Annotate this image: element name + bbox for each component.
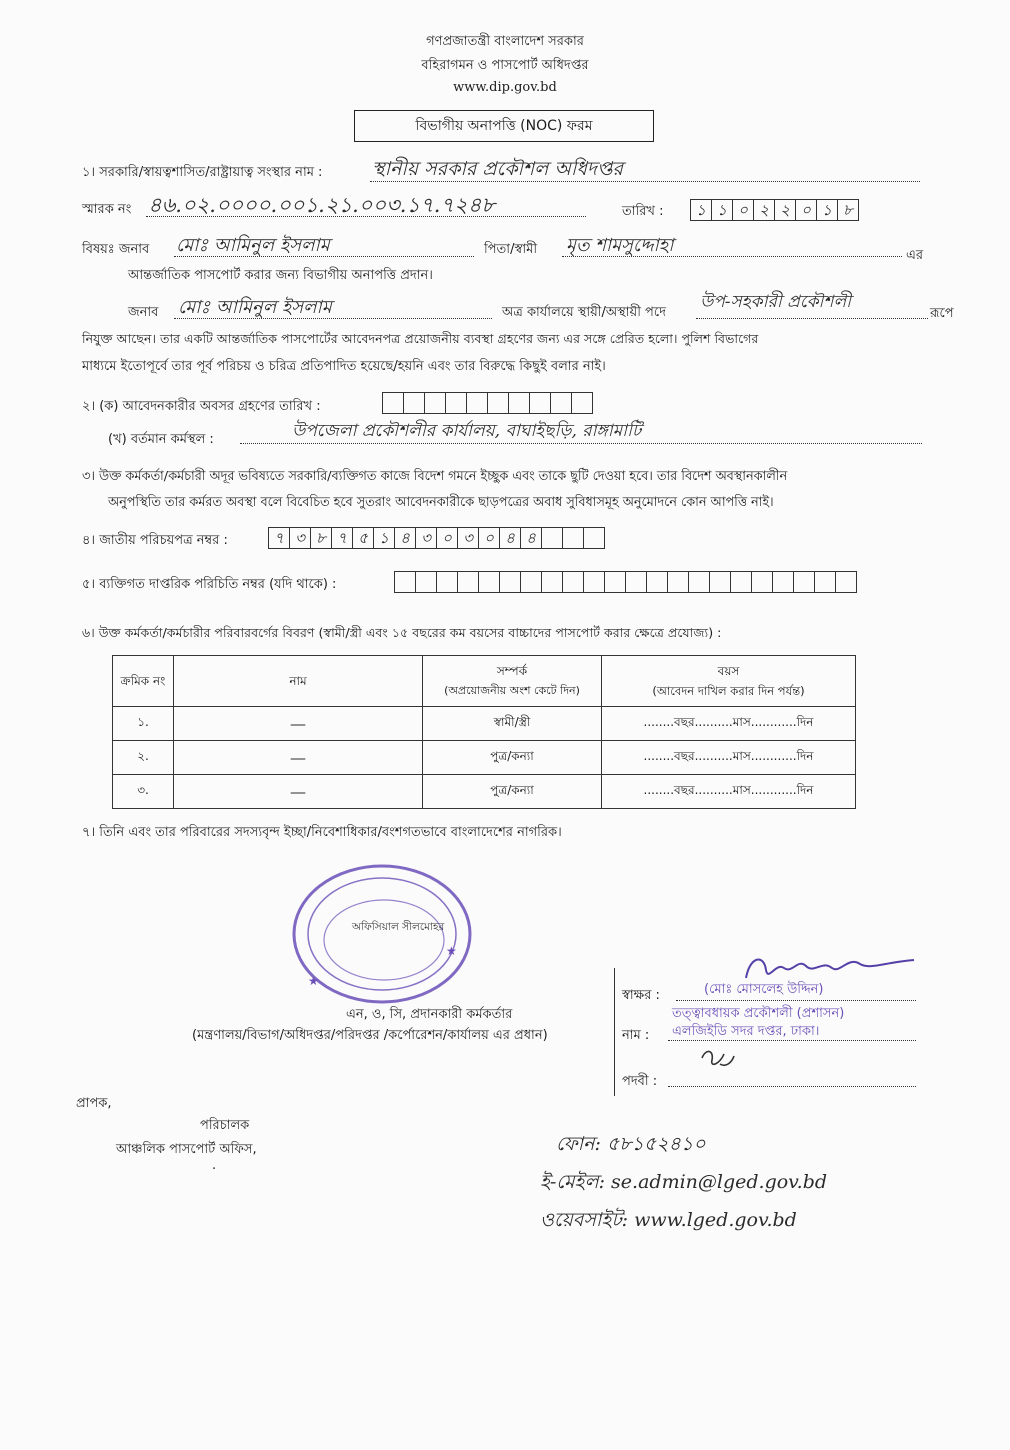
date-box xyxy=(466,392,488,414)
nid-digit: ৮ xyxy=(310,527,332,549)
family-table-header xyxy=(113,656,856,707)
row-relation: পুত্র/কন্যা xyxy=(423,741,602,775)
svg-text:★: ★ xyxy=(446,944,457,958)
issuer-line2: (মন্ত্রণালয়/বিভাগ/অধিদপ্তর/পরিদপ্তর /কর্পোরেশন/কার্যালয় এর প্রধান) xyxy=(192,1028,548,1043)
id-box xyxy=(814,571,836,593)
date-box xyxy=(550,392,572,414)
designation-underline xyxy=(668,1086,916,1087)
id-box xyxy=(835,571,857,593)
id-box xyxy=(394,571,416,593)
date-box xyxy=(529,392,551,414)
nid-digit: ১ xyxy=(373,527,395,549)
row-relation: পুত্র/কন্যা xyxy=(423,775,602,809)
header-relation-title: সম্পর্ক xyxy=(496,664,528,678)
date-digit: ০ xyxy=(795,199,817,221)
body-line2: নিযুক্ত আছেন। তার একটি আন্তর্জাতিক পাসপোর্টের আবেদনপত্র প্রয়োজনীয় ব্যবস্থা গ্রহণের জন্য এর সঙ্গে প্রেরিত হলো। পুলিশ বিভাগের xyxy=(82,331,759,346)
item1-underline xyxy=(370,181,920,182)
id-box xyxy=(583,571,605,593)
item2a-label: ২। (ক) আবেদনকারীর অবসর গ্রহণের তারিখ : xyxy=(82,399,321,414)
id-box xyxy=(730,571,752,593)
header-line-2: বহিরাগমন ও পাসপোর্ট অধিদপ্তর xyxy=(421,58,589,73)
item4-label: ৪। জাতীয় পরিচয়পত্র নম্বর : xyxy=(82,533,228,548)
nid-digit: ৭ xyxy=(331,527,353,549)
id-box xyxy=(646,571,668,593)
body-name-underline xyxy=(174,318,492,319)
header-serial: ক্রমিক নং xyxy=(113,656,174,707)
nid-digit: ৪ xyxy=(394,527,416,549)
item7-text: ৭। তিনি এবং তার পরিবারের সদস্যবৃন্দ ইচ্ছা/নিবেশাধিকার/বংশগতভাবে বাংলাদেশের নাগরিক। xyxy=(82,825,562,840)
id-box xyxy=(436,571,458,593)
row-age: ........বছর..........মাস............দিন xyxy=(602,775,856,809)
nid-digit: ৩ xyxy=(457,527,479,549)
date-digit: ০ xyxy=(732,199,754,221)
row-relation: স্বামী/স্ত্রী xyxy=(423,707,602,741)
nid-digit: ০ xyxy=(478,527,500,549)
id-box xyxy=(625,571,647,593)
retirement-date-boxes xyxy=(382,392,592,414)
id-box xyxy=(541,571,563,593)
nid-digit: ৭ xyxy=(268,527,290,549)
id-box xyxy=(457,571,479,593)
header-relation-note: (অপ্রয়োজনীয় অংশ কেটে দিন) xyxy=(444,684,580,697)
date-digit: ৮ xyxy=(837,199,859,221)
contact-phone: ফোন: ৫৮১৫২৪১০ xyxy=(556,1133,706,1155)
nid-digit: ৩ xyxy=(289,527,311,549)
item1-label: ১। সরকারি/স্বায়ত্বশাসিত/রাষ্ট্রায়াত্ব সংস্থার নাম : xyxy=(82,165,323,180)
svg-text:★: ★ xyxy=(308,974,319,988)
date-box xyxy=(571,392,593,414)
item3-line2: অনুপস্থিতি তার কর্মরত অবস্থা বলে বিবেচিত হবে সুতরাং আবেদনকারীকে ছাড়পত্রের অবাধ সুবিধাসমূহ অনুমোদনে কোন আপত্তি নাই। xyxy=(108,495,774,510)
body-rupe: রূপে xyxy=(930,306,954,321)
subject-name-underline xyxy=(174,256,474,257)
date-box xyxy=(424,392,446,414)
date-digit: ১ xyxy=(711,199,733,221)
id-box xyxy=(604,571,626,593)
date-box xyxy=(487,392,509,414)
header-age xyxy=(602,656,856,707)
recipient-to: প্রাপক, xyxy=(76,1096,112,1111)
table-row xyxy=(113,775,856,809)
memo-underline xyxy=(146,216,586,217)
body-post: উপ-সহকারী প্রকৌশলী xyxy=(700,292,851,312)
sign-label: স্বাক্ষর : xyxy=(622,988,660,1003)
stamp-designation: তত্ত্বাবধায়ক প্রকৌশলী (প্রশাসন) xyxy=(672,1006,845,1021)
body-janab: জনাব xyxy=(128,305,159,320)
id-box xyxy=(415,571,437,593)
nid-digit xyxy=(583,527,605,549)
subject-father-underline xyxy=(562,256,902,257)
row-name: — xyxy=(174,741,423,775)
memo-label: স্মারক নং xyxy=(82,202,132,217)
nid-digit: ৫ xyxy=(352,527,374,549)
designation-label: পদবী : xyxy=(622,1074,658,1089)
subject-er: এর xyxy=(906,248,924,263)
id-box xyxy=(793,571,815,593)
memo-value: ৪৬.০২.০০০০.০০১.২১.০০৩.১৭.৭২৪৮ xyxy=(148,193,495,217)
family-table xyxy=(112,655,856,809)
row-serial: ৩. xyxy=(113,775,174,809)
row-age: ........বছর..........মাস............দিন xyxy=(602,707,856,741)
nid-digit: ৩ xyxy=(415,527,437,549)
signature-divider xyxy=(614,968,615,1096)
table-row xyxy=(113,707,856,741)
date-digit: ১ xyxy=(816,199,838,221)
subject-label: বিষয়ঃ জনাব xyxy=(82,242,150,257)
subject-name: মোঃ আমিনুল ইসলাম xyxy=(176,235,330,256)
stamp-name: (মোঃ মোসলেহ উদ্দিন) xyxy=(704,982,824,997)
id-box xyxy=(772,571,794,593)
subject-father: মৃত শামসুদ্দোহা xyxy=(566,235,674,256)
id-box xyxy=(751,571,773,593)
date-box xyxy=(445,392,467,414)
id-box xyxy=(520,571,542,593)
name-label: নাম : xyxy=(622,1028,650,1043)
nid-digit xyxy=(562,527,584,549)
row-age: ........বছর..........মাস............দিন xyxy=(602,741,856,775)
item3-line1: ৩। উক্ত কর্মকর্তা/কর্মচারী অদূর ভবিষ্যতে সরকারি/ব্যক্তিগত কাজে বিদেশ গমনে ইচ্ছুক এবং তাকে ছুটি দেওয়া হবে। তার বিদেশ অবস্থানকালীন xyxy=(82,469,788,484)
date-digit: ১ xyxy=(690,199,712,221)
initials-mark xyxy=(698,1044,738,1072)
contact-web: ওয়েবসাইট: www.lged.gov.bd xyxy=(540,1209,797,1231)
item6-label: ৬। উক্ত কর্মকর্তা/কর্মচারীর পরিবারবর্গের বিবরণ (স্বামী/স্ত্রী এবং ১৫ বছরের কম বয়সের বাচ্চাদের পাসপোর্ট করার ক্ষেত্রে প্রযোজ্য) : xyxy=(82,625,722,640)
seal-text: অফিসিয়াল সীলমোহর xyxy=(352,921,445,933)
body-post-underline xyxy=(696,318,928,319)
item5-label: ৫। ব্যক্তিগত দাপ্তরিক পরিচিতি নম্বর (যদি থাকে) : xyxy=(82,577,337,592)
date-label: তারিখ : xyxy=(622,204,664,219)
recipient-office: আঞ্চলিক পাসপোর্ট অফিস, xyxy=(116,1142,257,1157)
id-box xyxy=(688,571,710,593)
table-row xyxy=(113,741,856,775)
recipient-title: পরিচালক xyxy=(200,1118,250,1133)
item2b-label: (খ) বর্তমান কর্মস্থল : xyxy=(108,432,214,447)
id-box xyxy=(562,571,584,593)
row-serial: ১. xyxy=(113,707,174,741)
item1-value: স্থানীয় সরকার প্রকৌশল অধিদপ্তর xyxy=(372,158,623,180)
nid-digit: ৪ xyxy=(499,527,521,549)
date-digit: ২ xyxy=(774,199,796,221)
date-box xyxy=(382,392,404,414)
body-line3: মাধ্যমে ইতোপূর্বে তার পূর্ব পরিচয় ও চরিত্র প্রতিপাদিত হয়েছে/হয়নি এবং তার বিরুদ্ধে কিছুই বলার নাই। xyxy=(82,359,606,374)
name-underline xyxy=(668,1040,916,1041)
header-age-note: (আবেদন দাখিল করার দিন পর্যন্ত) xyxy=(652,684,805,698)
id-box xyxy=(478,571,500,593)
item2b-value: উপজেলা প্রকৌশলীর কার্যালয়, বাঘাইছড়ি, রাঙ্গামাটি xyxy=(292,421,642,441)
body-office: অত্র কার্যালয়ে স্থায়ী/অস্থায়ী পদে xyxy=(502,305,666,320)
id-box xyxy=(667,571,689,593)
date-digit: ২ xyxy=(753,199,775,221)
recipient-dot: . xyxy=(212,1158,217,1173)
row-name: — xyxy=(174,775,423,809)
header-age-title: বয়স xyxy=(717,664,740,678)
date-box xyxy=(403,392,425,414)
nid-digit: ৪ xyxy=(520,527,542,549)
body-name: মোঃ আমিনুল ইসলাম xyxy=(178,297,332,318)
date-boxes xyxy=(690,199,858,221)
official-id-boxes xyxy=(394,571,856,593)
nid-digit: ০ xyxy=(436,527,458,549)
header-relation xyxy=(423,656,602,707)
contact-email: ই-মেইল: se.admin@lged.gov.bd xyxy=(540,1171,828,1193)
id-box xyxy=(499,571,521,593)
subject-line2: আন্তর্জাতিক পাসপোর্ট করার জন্য বিভাগীয় অনাপত্তি প্রদান। xyxy=(128,268,433,283)
row-serial: ২. xyxy=(113,741,174,775)
id-box xyxy=(709,571,731,593)
header-line-1: গণপ্রজাতন্ত্রী বাংলাদেশ সরকার xyxy=(426,34,584,49)
header-name: নাম xyxy=(174,656,423,707)
subject-father-label: পিতা/স্বামী xyxy=(484,242,538,257)
form-title: বিভাগীয় অনাপত্তি (NOC) ফরম xyxy=(354,110,654,142)
stamp-office: এলজিইডি সদর দপ্তর, ঢাকা। xyxy=(672,1024,820,1039)
row-name: — xyxy=(174,707,423,741)
issuer-line1: এন, ও, সি, প্রদানকারী কর্মকর্তার xyxy=(346,1007,513,1022)
header-website: www.dip.gov.bd xyxy=(453,80,557,95)
item2b-underline xyxy=(240,443,922,444)
date-box xyxy=(508,392,530,414)
nid-digit xyxy=(541,527,563,549)
nid-boxes xyxy=(268,527,604,549)
